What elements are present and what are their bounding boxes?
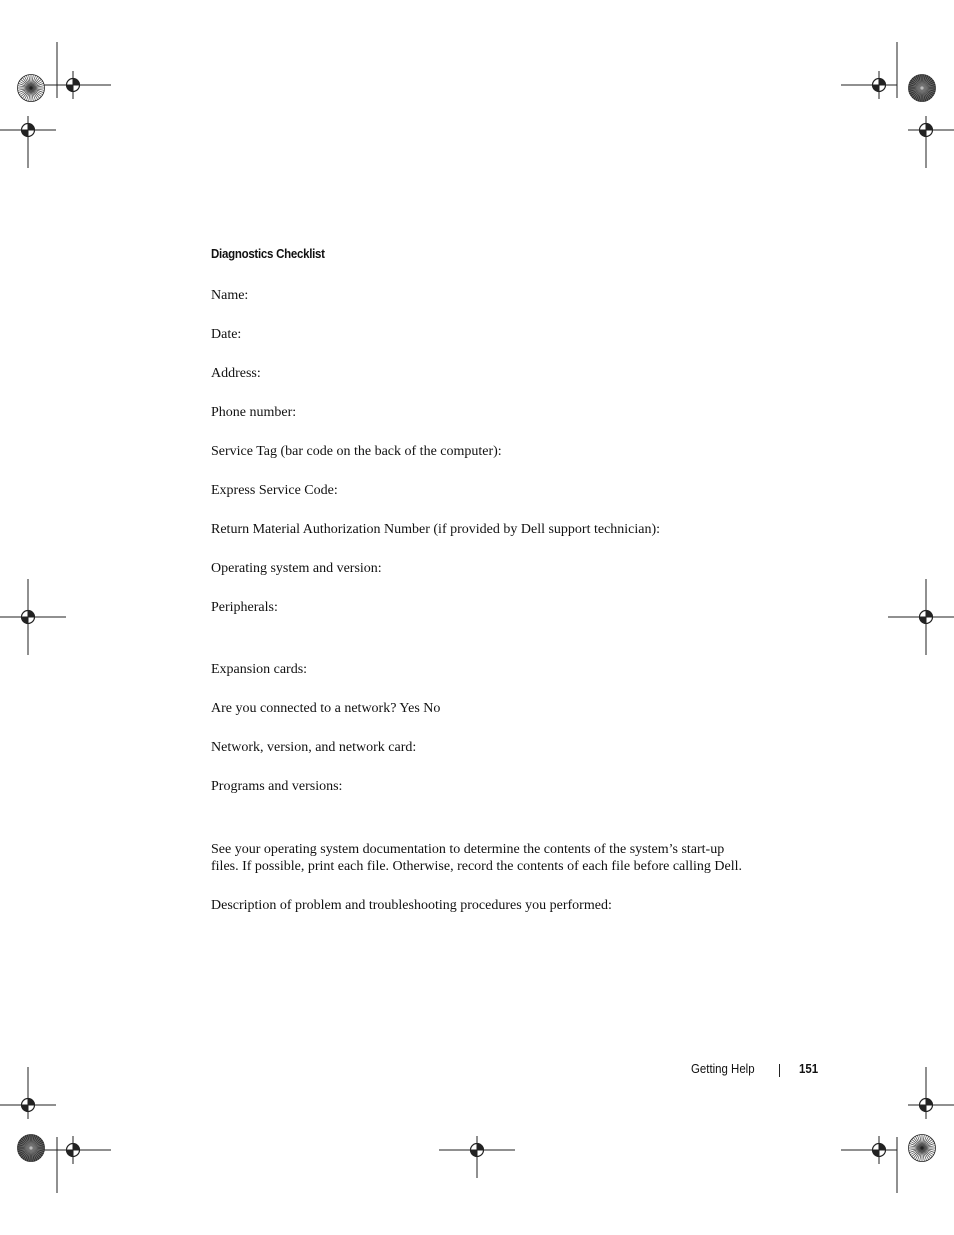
registration-mark	[908, 116, 954, 168]
field-service-tag: Service Tag (bar code on the back of the computer):	[211, 444, 502, 459]
starburst-dial-dark	[909, 75, 936, 102]
field-name: Name:	[211, 288, 249, 303]
registration-mark	[841, 1136, 897, 1164]
field-operating-system: Operating system and version:	[211, 561, 382, 576]
registration-mark	[439, 1136, 515, 1178]
registration-mark	[0, 1067, 56, 1119]
registration-mark	[35, 71, 111, 99]
startup-files-note	[211, 841, 771, 875]
field-network-connected: Are you connected to a network? Yes No	[211, 701, 441, 716]
startup-note-line: See your operating system documentation to determine the contents of the system’s start-up	[211, 842, 725, 857]
registration-mark	[888, 579, 954, 655]
checklist-heading: Diagnostics Checklist	[211, 247, 325, 261]
starburst-dial-light	[909, 1135, 936, 1162]
field-expansion-cards: Expansion cards:	[211, 662, 308, 677]
footer-divider	[779, 1064, 780, 1077]
field-rma-number: Return Material Authorization Number (if provided by Dell support technician):	[211, 522, 661, 537]
registration-mark	[841, 71, 897, 99]
footer-section-title: Getting Help	[691, 1061, 755, 1076]
field-express-service-code: Express Service Code:	[211, 483, 338, 498]
registration-mark	[908, 1067, 954, 1119]
problem-description: Description of problem and troubleshooting procedures you performed:	[211, 898, 612, 913]
field-peripherals: Peripherals:	[211, 600, 278, 615]
field-date: Date:	[211, 327, 242, 342]
field-address: Address:	[211, 366, 261, 381]
field-phone-number: Phone number:	[211, 405, 297, 420]
starburst-dial-dark	[18, 1135, 45, 1162]
field-programs: Programs and versions:	[211, 779, 343, 794]
registration-mark	[0, 116, 56, 168]
page-number: 151	[799, 1061, 819, 1076]
registration-mark	[35, 1136, 111, 1164]
field-network-card: Network, version, and network card:	[211, 740, 417, 755]
registration-mark	[0, 579, 66, 655]
starburst-dial-light	[18, 75, 45, 102]
startup-note-line: files. If possible, print each file. Otherwise, record the contents of each file before calling Dell.	[211, 859, 743, 874]
